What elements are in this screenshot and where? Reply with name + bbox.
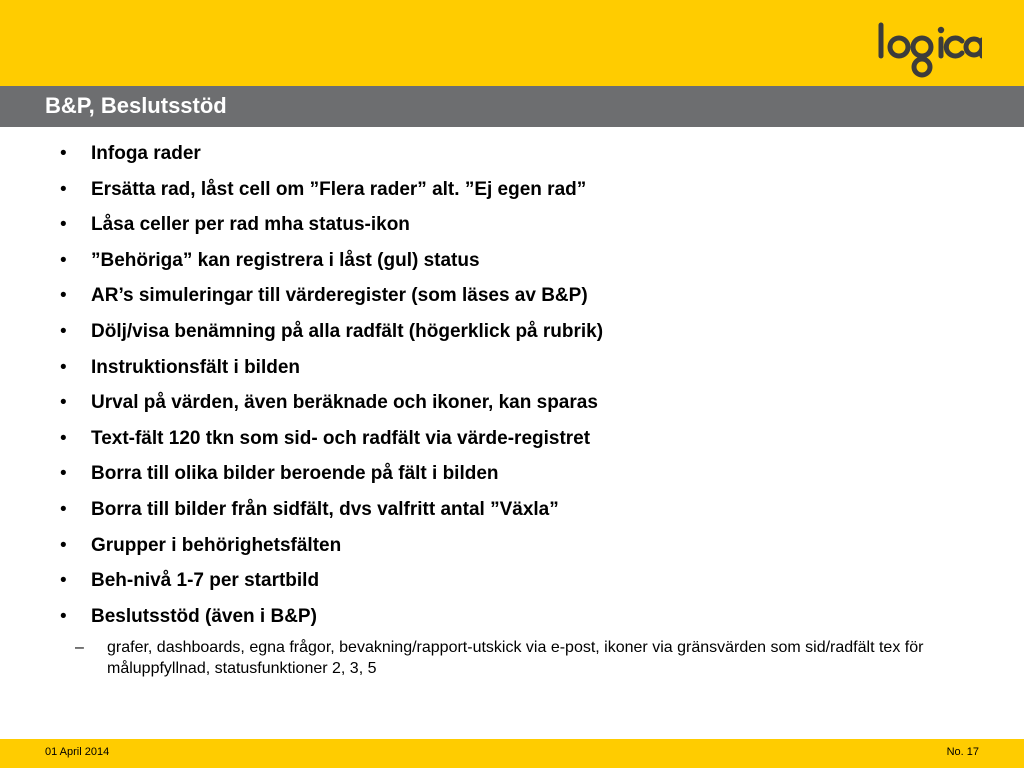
bullet-icon: • — [60, 214, 67, 236]
bullet-item — [0, 388, 1024, 424]
bullet-text: Instruktionsfält i bilden — [91, 356, 301, 378]
bullet-text: Borra till olika bilder beroende på fält i bilden — [91, 463, 499, 485]
bullet-text: ”Behöriga” kan registrera i låst (gul) status — [91, 249, 480, 271]
slide-content — [0, 139, 1024, 679]
bullet-text: Beh-nivå 1-7 per startbild — [91, 570, 320, 592]
bullet-item — [0, 424, 1024, 460]
bullet-icon: • — [60, 427, 67, 449]
bullet-item — [0, 495, 1024, 531]
bullet-item — [0, 210, 1024, 246]
bullet-item — [0, 353, 1024, 389]
bullet-icon: • — [60, 249, 67, 271]
bullet-icon: • — [60, 356, 67, 378]
bullet-text: Infoga rader — [91, 143, 201, 164]
bullet-icon: • — [60, 570, 67, 592]
bullet-icon: • — [60, 143, 67, 164]
bullet-icon: • — [60, 392, 67, 414]
bullet-text: Text-fält 120 tkn som sid- och radfält via värde-registret — [91, 427, 591, 449]
bullet-text: Ersätta rad, låst cell om ”Flera rader” alt. ”Ej egen rad” — [91, 178, 587, 200]
bullet-item — [0, 246, 1024, 282]
logica-logo — [876, 20, 982, 80]
bullet-icon: • — [60, 463, 67, 485]
sub-bullet-item — [0, 637, 1024, 679]
bullet-icon: • — [60, 605, 67, 627]
bullet-icon: • — [60, 498, 67, 520]
bullet-item — [0, 317, 1024, 353]
title-bar — [0, 86, 1024, 127]
bullet-text: Låsa celler per rad mha status-ikon — [91, 214, 410, 236]
bullet-icon: • — [60, 285, 67, 307]
bullet-text: Urval på värden, även beräknade och ikoner, kan sparas — [91, 392, 598, 414]
footer-date: 01 April 2014 — [45, 746, 110, 758]
page-number: No. 17 — [946, 746, 979, 758]
dash-icon: – — [75, 639, 84, 657]
bullet-list — [0, 139, 1024, 637]
bullet-item — [0, 566, 1024, 602]
bullet-item — [0, 459, 1024, 495]
bullet-icon: • — [60, 178, 67, 200]
bullet-icon: • — [60, 320, 67, 342]
bullet-item — [0, 175, 1024, 211]
bullet-text: Dölj/visa benämning på alla radfält (högerklick på rubrik) — [91, 320, 604, 342]
bullet-text: AR’s simuleringar till värderegister (som läses av B&P) — [91, 285, 588, 307]
footer-band — [0, 739, 1024, 768]
bullet-text: Beslutsstöd (även i B&P) — [91, 605, 317, 627]
bullet-text: Borra till bilder från sidfält, dvs valfritt antal ”Växla” — [91, 498, 559, 520]
bullet-item — [0, 602, 1024, 638]
bullet-item — [0, 531, 1024, 567]
bullet-icon: • — [60, 534, 67, 556]
bullet-item — [0, 281, 1024, 317]
bullet-item — [0, 139, 1024, 175]
bullet-text: Grupper i behörighetsfälten — [91, 534, 342, 556]
slide-title: B&P, Beslutsstöd — [45, 93, 227, 118]
sub-bullet-text: grafer, dashboards, egna frågor, bevakning/rapport-utskick via e-post, ikoner via gränsvärden som sid/radfält tex för måluppfyllnad, statusfunktioner 2, 3, 5 — [107, 639, 924, 678]
top-band — [0, 0, 1024, 86]
